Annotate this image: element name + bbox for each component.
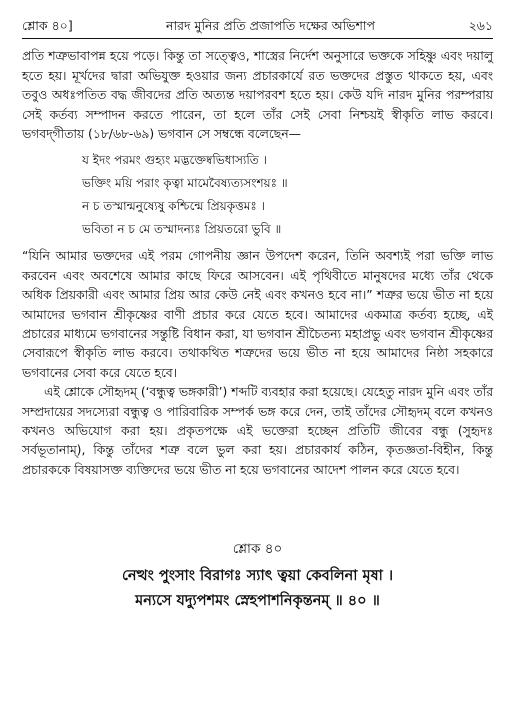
shloka-heading: শ্লোক ৪০ — [232, 541, 283, 558]
shloka-verse — [22, 564, 493, 614]
verse-line: ন চ তস্মান্মনুষ্যেষু কশ্চিন্মে প্রিয়কৃত্তমঃ । — [82, 199, 265, 214]
verse-line: ভবিতা ন চ মে তস্মাদন্যঃ প্রিয়তরো ভুবি ॥ — [82, 222, 282, 237]
header-rule — [22, 38, 493, 39]
purport-paragraph: এই শ্লোকে সৌহৃদম্ (‘বন্ধুত্ব ভঙ্গকারী’) শব্দটি ব্যবহার করা হয়েছে। যেহেতু নারদ মুনি এবং তাঁর সম্প্রদায়ের সদস্যেরা বন্ধুত্ব ও পারিবারিক সম্পর্ক ভঙ্গ করে দেন, তাই তাঁদের সৌহৃদম্ বলে কখনও কখনও অভিযোগ করা হয়। প্রকৃতপক্ষে এই ভক্তেরা হচ্ছেন প্রতিটি জীবের বন্ধু (সুহৃদঃ সর্বভূতানাম্), কিন্তু তাঁদের শত্রু বলে ভুল করা হয়। প্রচারকার্য কঠিন, কৃতজ্ঞতা-বিহীন, কিন্তু প্রচারককে বিষয়াসক্ত ব্যক্তিদের ভয়ে ভীত না হয়ে ভগবানের আদেশ পালন করে যেতে হবে। — [22, 385, 493, 477]
purport-paragraph: প্রতি শত্রুভাবাপন্ন হয়ে পড়ে। কিন্তু তা সত্ত্বেও, শাস্ত্রের নির্দেশ অনুসারে ভক্তকে সহিষ্ণু এবং দয়ালু হতে হয়। মূর্খদের দ্বারা অভিযুক্ত হওয়ার জন্য প্রচারকার্যে রত ভক্তদের প্রস্তুত থাকতে হয়, এবং তবুও অধঃপতিত বদ্ধ জীবদের প্রতি অত্যন্ত দয়াপরবশ হতে হয়। কেউ যদি নারদ মুনির পরম্পরায় সেই কর্তব্য সম্পাদন করতে পারেন, তা হলে তাঁর সেই সেবা নিশ্চয়ই স্বীকৃতি লাভ করবে। ভগবদ্‌গীতায় (১৮/৬৮-৬৯) ভগবান সে সম্বন্ধে বলেছেন— — [22, 49, 493, 142]
shloka-line: নেত্থং পুংসাং বিরাগঃ স্যাৎ ত্বয়া কেবলিনা মৃষা । — [121, 568, 394, 585]
shloka-line: মন্যসে যদ্যুপশমং স্নেহপাশনিকৃন্তনম্ ॥ ৪০ ॥ — [135, 593, 380, 610]
verse-line: য ইদং পরমং গুহ্যং মদ্ভক্তেষ্বভিধাস্যতি । — [82, 153, 267, 168]
verse-line: ভক্তিং ময়ি পরাং কৃত্বা মামেবৈষ্যত্যসংশয়ঃ ॥ — [82, 176, 288, 191]
header-chapter-title: নারদ মুনির প্রতি প্রজাপতি দক্ষের অভিশাপ — [166, 18, 375, 33]
header-shloka-ref: শ্লোক ৪০] — [22, 18, 73, 33]
purport-body — [22, 47, 493, 480]
running-header — [22, 18, 493, 34]
gita-verse-quote — [82, 149, 493, 241]
page-number: ২৬১ — [468, 18, 493, 33]
purport-paragraph: “যিনি আমার ভক্তদের এই পরম গোপনীয় জ্ঞান উপদেশ করেন, তিনি অবশ্যই পরা ভক্তি লাভ করবেন এবং অবশেষে আমার কাছে ফিরে আসবেন। এই পৃথিবীতে মানুষদের মধ্যে তাঁর থেকে অধিক প্রিয়কারী এবং আমার প্রিয় আর কেউ নেই এবং কখনও হবে না।” শত্রুর ভয়ে ভীত না হয়ে আমাদের ভগবান শ্রীকৃষ্ণের বাণী প্রচার করে যেতে হবে। আমাদের একমাত্র কর্তব্য হচ্ছে, এই প্রচারের মাধ্যমে ভগবানের সন্তুষ্টি বিধান করা, যা ভগবান শ্রীচৈতন্য মহাপ্রভু এবং ভগবান শ্রীকৃষ্ণের সেবারূপে স্বীকৃতি লাভ করবে। তথাকথিত শত্রুদের ভয়ে ভীত না হয়ে আমাদের নিষ্ঠা সহকারে ভগবানের সেবা করে যেতে হবে। — [22, 249, 493, 380]
